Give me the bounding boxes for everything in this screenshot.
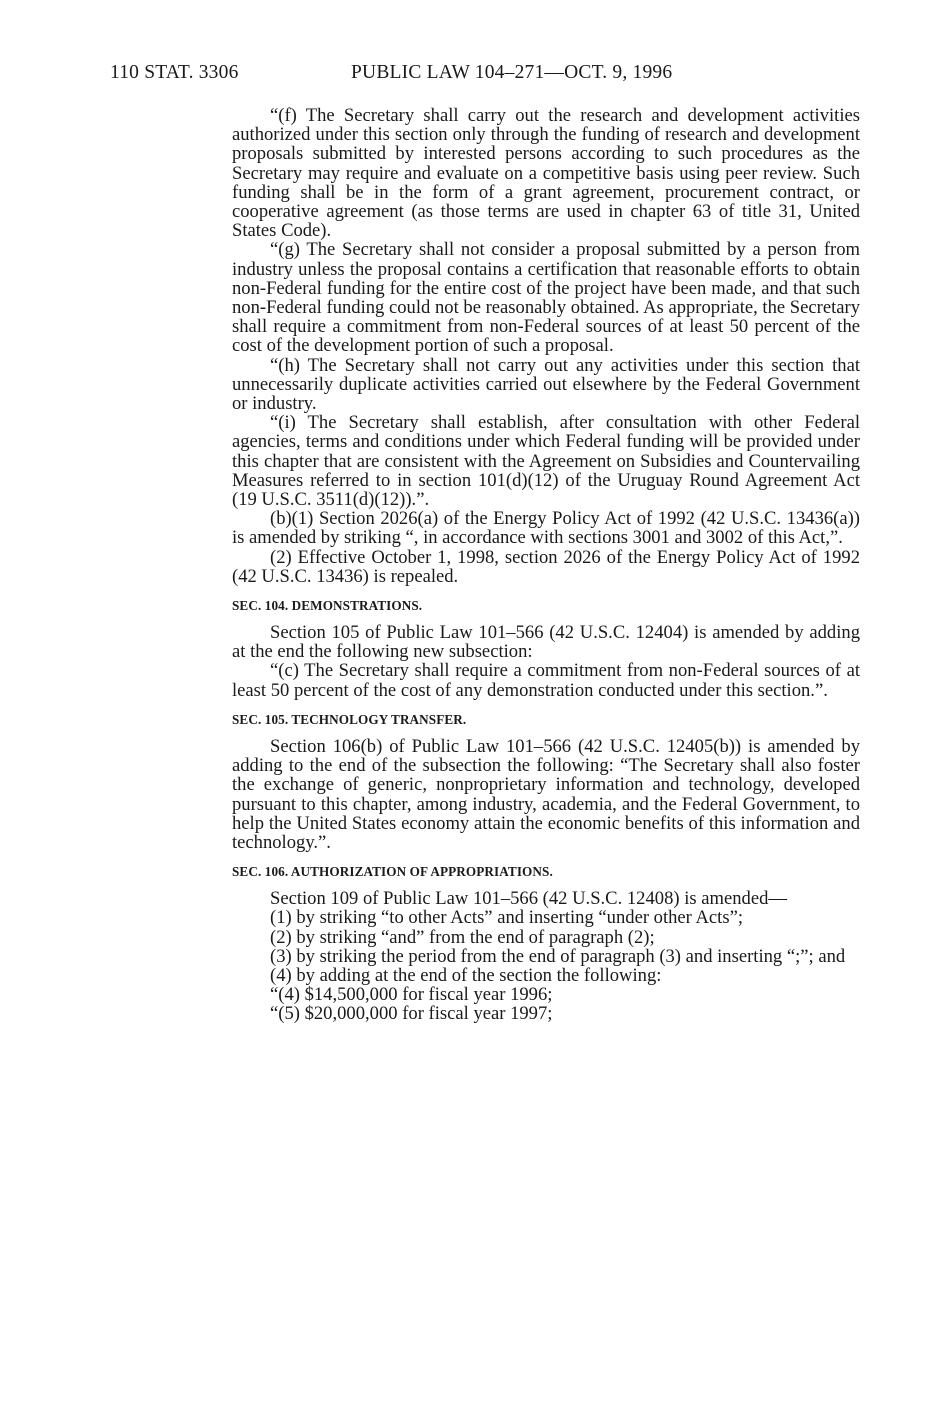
section-106-heading: SEC. 106. AUTHORIZATION OF APPROPRIATIONS. (232, 864, 553, 880)
section-104-heading: SEC. 104. DEMONSTRATIONS. (232, 598, 423, 614)
paragraph-f: “(f) The Secretary shall carry out the research and development activities authorized under this section only through the funding of research and development proposals submitted by interested persons according to such procedures as the Secretary may require and evaluate on a competitive basis using peer review. Such funding shall be in the form of a grant agreement, procurement contract, or cooperative agreement (as those terms are used in chapter 63 of title 31, United States Code). (232, 105, 860, 242)
paragraph-b2: (2) Effective October 1, 1998, section 2026 of the Energy Policy Act of 1992 (42 U.S.C. 13436) is repealed. (232, 546, 860, 587)
appropriation-fy1997: “(5) $20,000,000 for fiscal year 1997; (270, 1003, 553, 1025)
section-105-heading: SEC. 105. TECHNOLOGY TRANSFER. (232, 711, 467, 727)
public-law-citation: PUBLIC LAW 104–271—OCT. 9, 1996 (351, 62, 673, 83)
amendment-item-4: (4) by adding at the end of the section the following: (270, 964, 662, 986)
appropriation-fy1996: “(4) $14,500,000 for fiscal year 1996; (270, 984, 553, 1006)
amendment-item-3: (3) by striking the period from the end of paragraph (3) and inserting “;”; and (270, 945, 846, 967)
section-104-subsection-c: “(c) The Secretary shall require a commitment from non-Federal sources of at least 50 percent of the cost of any demonstration conducted under this section.”. (232, 660, 860, 701)
paragraph-h: “(h) The Secretary shall not carry out any activities under this section that unnecessarily duplicate activities carried out elsewhere by the Federal Government or industry. (232, 354, 860, 415)
amendment-item-2: (2) by striking “and” from the end of paragraph (2); (270, 926, 655, 948)
paragraph-b1: (b)(1) Section 2026(a) of the Energy Policy Act of 1992 (42 U.S.C. 13436(a)) is amended by striking “, in accordance with sections 3001 and 3002 of this Act,”. (232, 508, 860, 549)
amendment-item-1: (1) by striking “to other Acts” and inserting “under other Acts”; (270, 907, 743, 929)
page-header (110, 62, 948, 88)
section-104-text: Section 105 of Public Law 101–566 (42 U.S.C. 12404) is amended by adding at the end the following new subsection: (232, 622, 860, 663)
paragraph-g: “(g) The Secretary shall not consider a proposal submitted by a person from industry unless the proposal contains a certification that reasonable efforts to obtain non-Federal funding for the entire cost of the project have been made, and that such non-Federal funding could not be reasonably obtained. As appropriate, the Secretary shall require a commitment from non-Federal sources of at least 50 percent of the cost of the development portion of such a proposal. (232, 239, 860, 357)
statute-page-number: 110 STAT. 3306 (110, 62, 239, 83)
section-105-text: Section 106(b) of Public Law 101–566 (42 U.S.C. 12405(b)) is amended by adding to the end of the subsection the following: “The Secretary shall also foster the exchange of generic, nonproprietary information and technology, developed pursuant to this chapter, among industry, academia, and the Federal Government, to help the United States economy attain the economic benefits of this information and technology.”. (232, 735, 860, 853)
document-body (232, 106, 860, 1024)
paragraph-i: “(i) The Secretary shall establish, after consultation with other Federal agencies, terms and conditions under which Federal funding will be provided under this chapter that are consistent with the Agreement on Subsidies and Countervailing Measures referred to in section 101(d)(12) of the Uruguay Round Agreement Act (19 U.S.C. 3511(d)(12)).”. (232, 412, 860, 511)
section-106-text: Section 109 of Public Law 101–566 (42 U.S.C. 12408) is amended— (270, 888, 787, 910)
